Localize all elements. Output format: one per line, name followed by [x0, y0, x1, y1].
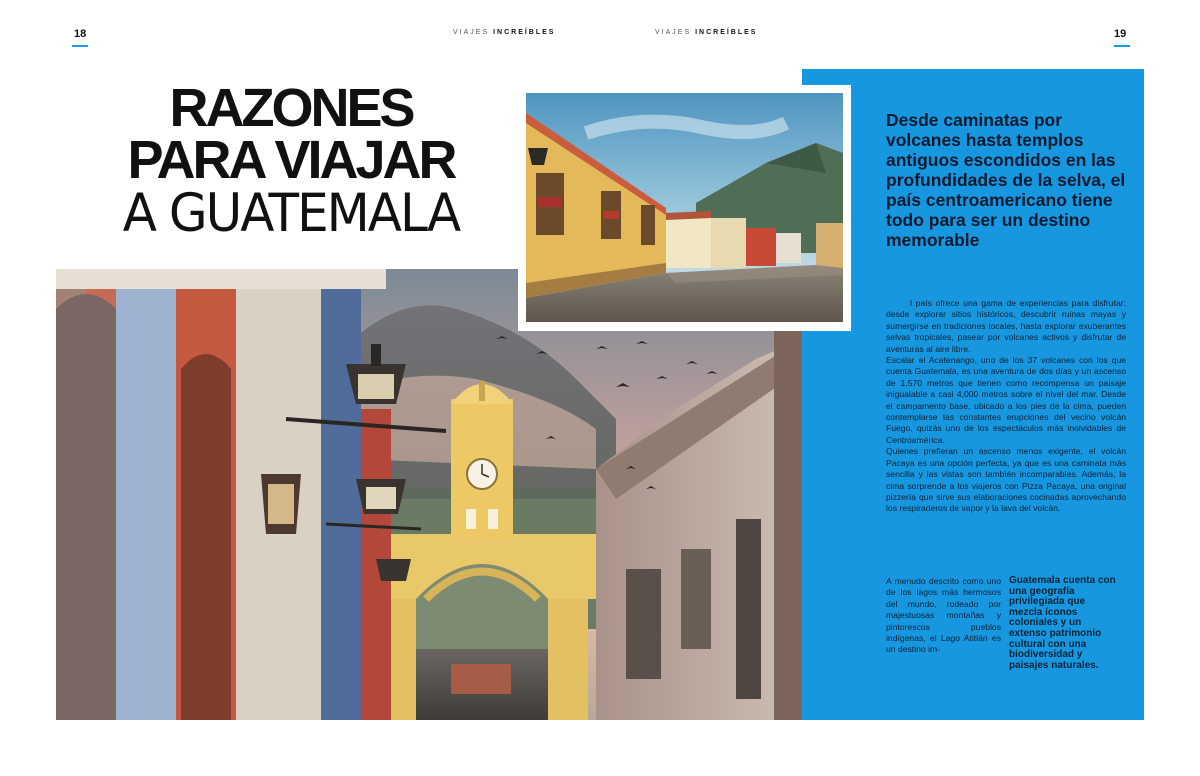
page-number-left-underline: [72, 45, 88, 47]
body-paragraph-1: l país ofrece una gama de experiencias para disfrutar: desde explorar sitios históricos, descubrir ruinas mayas y sumergirse en tradiciones locales, hasta explorar exuberantes selvas tropicales, pasear por volcanes activos y disfrutar de aventuras al aire libre.: [886, 298, 1126, 354]
running-head-right: VIAJES INCREÍBLES: [655, 29, 758, 36]
body-text: [886, 298, 1126, 515]
santa-catalina-arch-photo: [56, 269, 802, 720]
main-photo: [56, 269, 802, 720]
page-number-left: 18: [74, 28, 87, 40]
pull-quote: Guatemala cuenta con una geografía privilegiada que mezcla íconos coloniales y un extenso patrimonio cultural con una biodiversidad y paisajes naturales.: [1009, 575, 1116, 671]
running-head-left: VIAJES INCREÍBLES: [453, 29, 556, 36]
title-line-2: PARA VIAJAR: [127, 130, 455, 190]
title-line-3: A GUATEMALA: [122, 182, 460, 244]
colonial-street-volcano-photo: [526, 93, 843, 322]
body-paragraph-4: A menudo descrito como uno de los lagos más hermosos del mundo, rodeado por majestuosas montañas y pintorescos pueblos indígenas, el Lago Atitlán es un destino im-: [886, 576, 1001, 655]
secondary-photo: [526, 93, 843, 322]
body-paragraph-2: Escalar el Acatenango, uno de los 37 volcanes con los que cuenta Guatemala, es una aventura de dos días y un ascenso de 1,570 metros que tienen como recompensa un paisaje inigualable a casi 4,000 metros sobre el nivel del mar. Desde el campamento base, ubicado a los pies de la cima, pueden contemplarse las constantes erupciones del vecino volcán Fuego, quizás uno de los espectáculos más inolvidables de Centroamérica.: [886, 355, 1126, 445]
page-number-right-underline: [1114, 45, 1130, 47]
title-line-1: RAZONES: [169, 78, 413, 138]
body-paragraph-3: Quienes prefieran un ascenso menos exigente, el volcán Pacaya es una opción perfecta, ya que es una caminata más sencilla y las vistas son también incomparables. Además, la cima sorprende a los viajeros con Pizza Pacaya, una original pizzería que sirve sus elaboraciones cocinadas aprovechando los respiraderos de vapor y la lava del volcán.: [886, 446, 1126, 514]
lead-paragraph: Desde caminatas por volcanes hasta templos antiguos escondidos en las profundidades de la selva, el país centroamericano tiene todo para ser un destino memorable: [886, 110, 1126, 250]
article-title: [56, 78, 526, 244]
page-number-right: 19: [1114, 28, 1127, 40]
